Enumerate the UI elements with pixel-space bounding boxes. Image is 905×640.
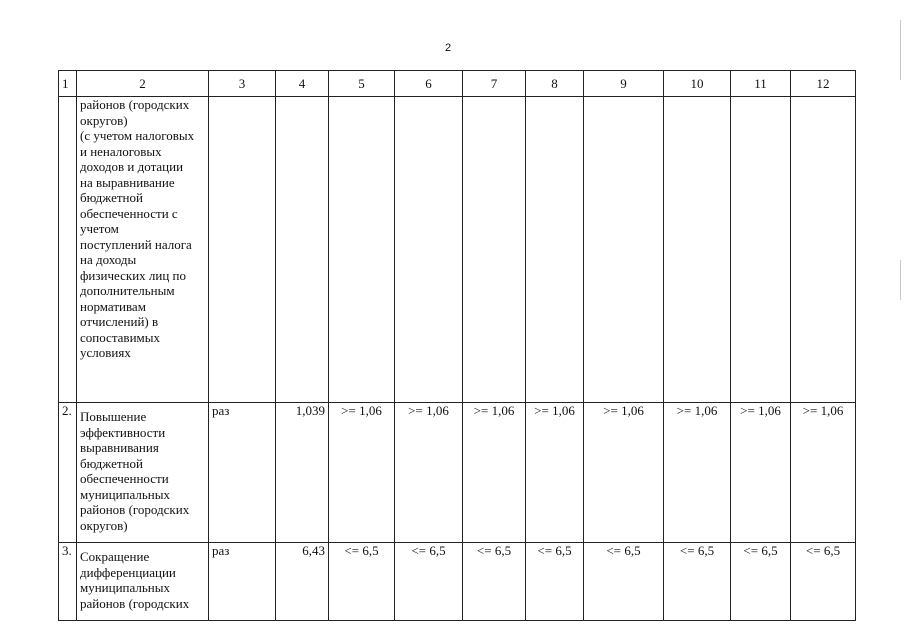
target-value-cell: >= 1,06 [791, 403, 856, 543]
header-cell: 9 [584, 71, 664, 97]
indicator-name-text: Сокращение дифференциации муниципальных районов (городских [80, 549, 190, 611]
target-value-cell: <= 6,5 [329, 543, 395, 621]
target-value-cell: >= 1,06 [664, 403, 731, 543]
header-cell: 10 [664, 71, 731, 97]
target-value-cell: <= 6,5 [584, 543, 664, 621]
target-value-cell: <= 6,5 [791, 543, 856, 621]
target-value-cell [463, 97, 526, 403]
header-cell: 2 [77, 71, 209, 97]
header-cell: 4 [276, 71, 329, 97]
table-row [59, 403, 856, 543]
target-value-cell [731, 97, 791, 403]
header-cell: 6 [395, 71, 463, 97]
target-value-cell: >= 1,06 [584, 403, 664, 543]
indicator-name [77, 97, 209, 403]
indicator-name [77, 403, 209, 543]
header-cell: 8 [526, 71, 584, 97]
unit-cell: раз [209, 543, 276, 621]
target-value-cell: <= 6,5 [395, 543, 463, 621]
target-value-cell: <= 6,5 [664, 543, 731, 621]
target-value-cell [395, 97, 463, 403]
header-cell: 5 [329, 71, 395, 97]
row-index [59, 97, 77, 403]
target-value-cell [791, 97, 856, 403]
target-value-cell: >= 1,06 [463, 403, 526, 543]
target-value-cell: <= 6,5 [731, 543, 791, 621]
target-value-cell [329, 97, 395, 403]
table-row [59, 97, 856, 403]
scan-edge-mark [900, 20, 901, 80]
base-value-cell: 6,43 [276, 543, 329, 621]
base-value-cell: 1,039 [276, 403, 329, 543]
page-number: 2 [445, 42, 452, 54]
table-row [59, 543, 856, 621]
target-value-cell: <= 6,5 [526, 543, 584, 621]
row-index: 3. [59, 543, 77, 621]
header-cell: 1 [59, 71, 77, 97]
header-cell: 3 [209, 71, 276, 97]
table-header-row [59, 71, 856, 97]
scan-edge-mark [900, 260, 901, 300]
indicator-name [77, 543, 209, 621]
target-value-cell: <= 6,5 [463, 543, 526, 621]
target-value-cell: >= 1,06 [329, 403, 395, 543]
target-value-cell: >= 1,06 [731, 403, 791, 543]
target-value-cell: >= 1,06 [395, 403, 463, 543]
row-index: 2. [59, 403, 77, 543]
target-value-cell [526, 97, 584, 403]
header-cell: 7 [463, 71, 526, 97]
target-value-cell [664, 97, 731, 403]
target-value-cell [584, 97, 664, 403]
indicators-table [58, 70, 856, 621]
indicator-name-text: районов (городских округов) (с учетом налоговых и неналоговых доходов и дотации на выравнивание бюджетной обеспеченности с учетом поступлений налога на доходы физических лиц по дополнительным нормативам отчислений) в сопоставимых условиях [80, 97, 195, 360]
unit-cell [209, 97, 276, 403]
unit-cell: раз [209, 403, 276, 543]
target-value-cell: >= 1,06 [526, 403, 584, 543]
header-cell: 12 [791, 71, 856, 97]
base-value-cell [276, 97, 329, 403]
indicator-name-text: Повышение эффективности выравнивания бюджетной обеспеченности муниципальных районов (городских округов) [80, 409, 190, 533]
header-cell: 11 [731, 71, 791, 97]
